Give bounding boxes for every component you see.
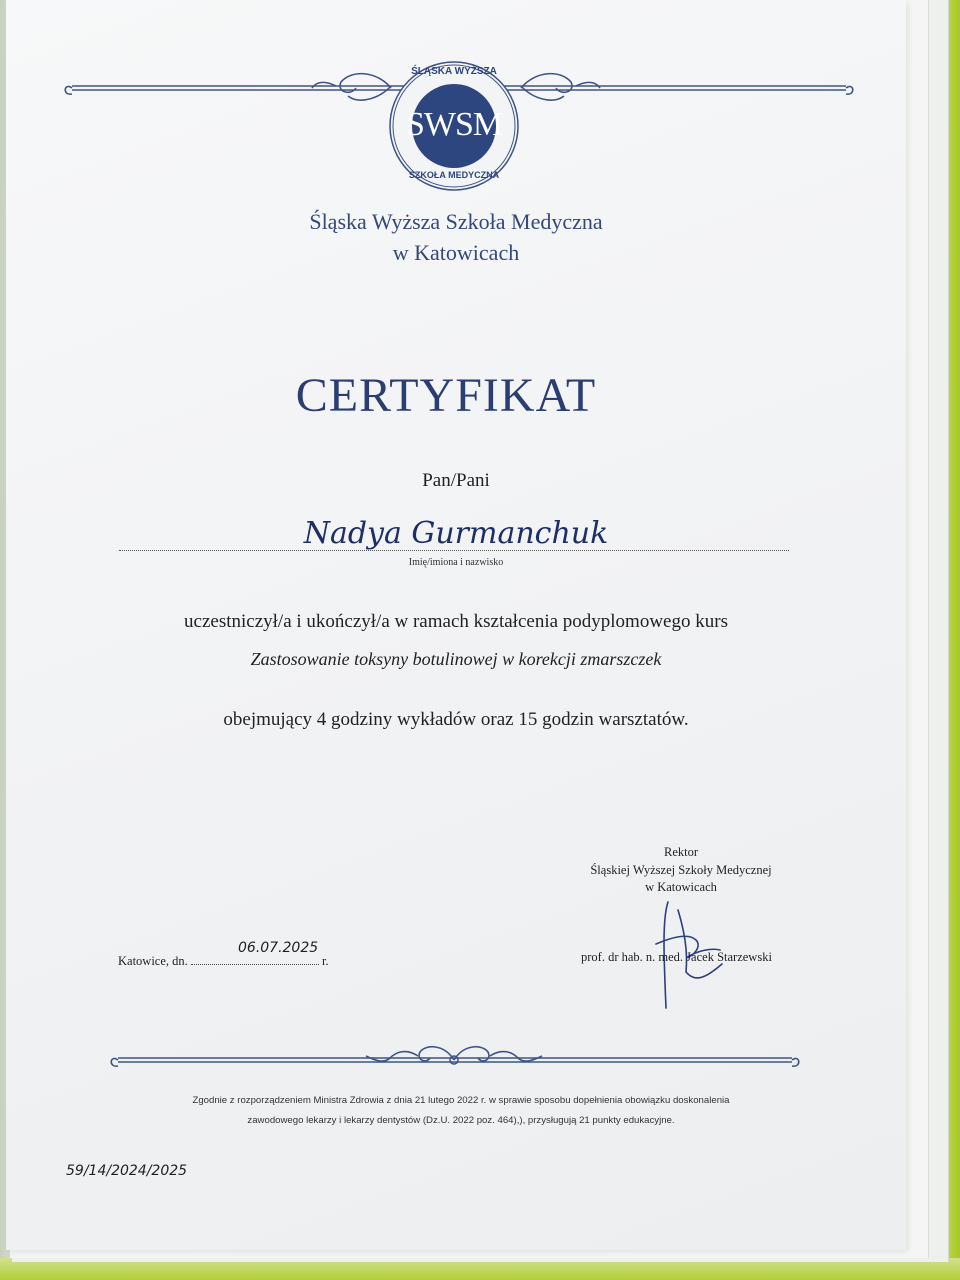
legal-note: [116, 1091, 806, 1131]
university-name-line1: Śląska Wyższa Szkoła Medyczna: [309, 209, 603, 234]
salutation: Pan/Pani: [422, 470, 490, 491]
serial-number: 59/14/2024/2025: [66, 1163, 188, 1179]
completion-text: uczestniczył/a i ukończył/a w ramach kształcenia podyplomowego kurs: [184, 611, 728, 632]
logo-abbreviation: SWSM: [406, 106, 503, 143]
legal-note-line2: zawodowego lekarzy i lekarzy dentystów (Dz.U. 2022 poz. 464),), przysługują 21 punkty edukacyjne.: [247, 1115, 675, 1126]
date-suffix: r.: [322, 954, 329, 968]
recipient-name: Nadya Gurmanchuk: [303, 516, 609, 551]
signatory-role-line1: Rektor: [663, 845, 699, 859]
name-field-label: Imię/imiona i nazwisko: [408, 557, 504, 568]
hours-text: obejmujący 4 godziny wykładów oraz 15 godzin warsztatów.: [223, 709, 689, 730]
name-dotted-line: [119, 550, 789, 551]
certificate-title: CERTYFIKAT: [295, 369, 597, 422]
logo-ring-bottom: SZKOŁA MEDYCZNA: [408, 170, 500, 180]
issue-date: 06.07.2025: [238, 940, 319, 956]
certificate-sheet: [6, 0, 906, 1250]
bottom-ornament: [6, 1030, 906, 1080]
legal-note-line1: Zgodnie z rozporządzeniem Ministra Zdrowia z dnia 21 lutego 2022 r. w sprawie sposobu dopełnienia obowiązku doskonalenia: [192, 1095, 730, 1106]
university-name-line2: w Katowicach: [392, 240, 520, 265]
course-title: Zastosowanie toksyny botulinowej w korekcji zmarszczek: [250, 649, 662, 669]
signatory-name: prof. dr hab. n. med. Jacek Starzewski: [581, 950, 772, 964]
logo-ring-top: ŚLĄSKA WYŻSZA: [411, 66, 497, 77]
place-date: [118, 940, 329, 969]
place-prefix: Katowice, dn.: [118, 954, 188, 968]
signatory-role-line2: Śląskiej Wyższej Szkoły Medycznej: [590, 862, 772, 877]
signatory-role-line3: w Katowicach: [645, 880, 717, 894]
